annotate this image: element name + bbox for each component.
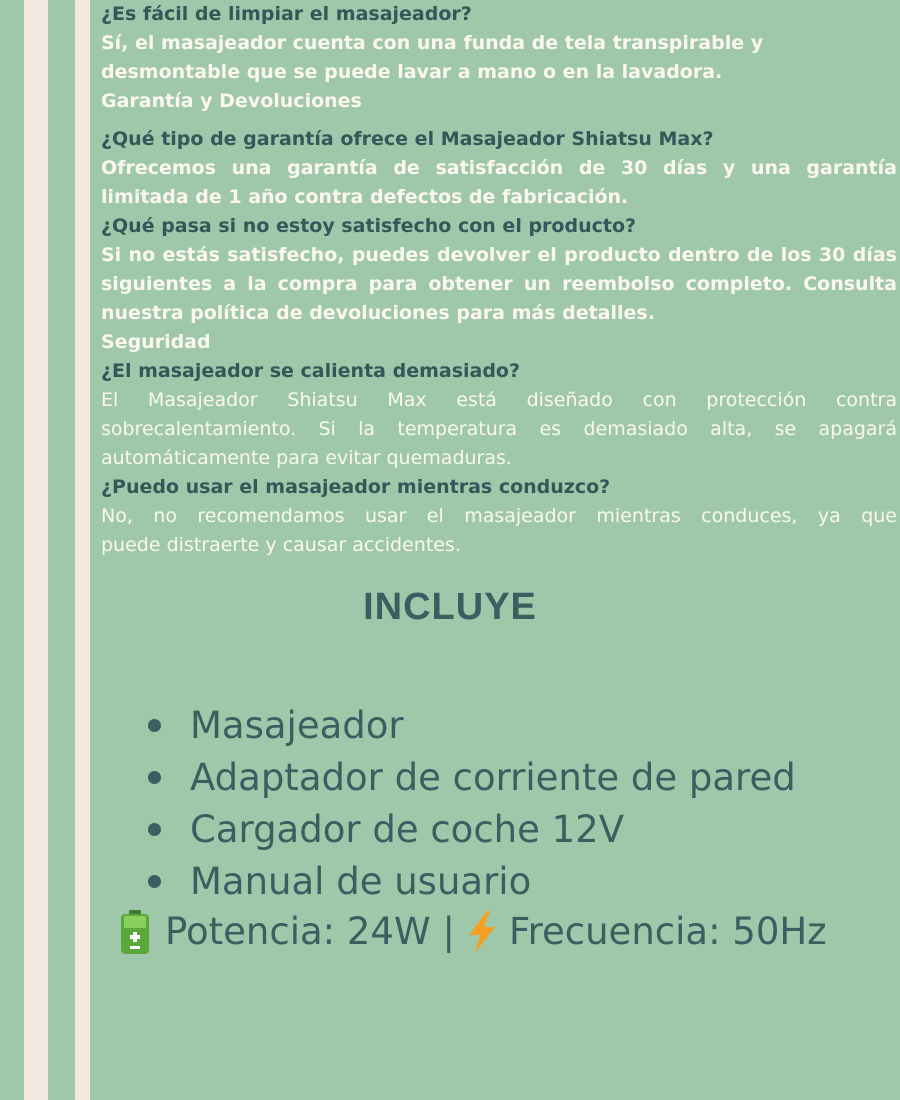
list-item: [145, 804, 796, 856]
faq-answer-line: siguientes a la compra para obtener un reembolso completo. Consulta: [101, 273, 897, 295]
faq-question: ¿Es fácil de limpiar el masajeador?: [101, 3, 472, 25]
faq-question: ¿Qué pasa si no estoy satisfecho con el producto?: [101, 215, 637, 237]
list-item: [145, 700, 796, 752]
list-item-label: Adaptador de corriente de pared: [190, 756, 796, 799]
faq-answer-line: desmontable que se puede lavar a mano o en la lavadora.: [101, 61, 723, 83]
bullet-icon: [148, 771, 161, 784]
faq-question: ¿Qué tipo de garantía ofrece el Masajeador Shiatsu Max?: [101, 128, 714, 150]
bullet-icon: [148, 875, 161, 888]
faq-question: ¿El masajeador se calienta demasiado?: [101, 360, 521, 382]
faq-answer-line: puede distraerte y causar accidentes.: [101, 534, 461, 556]
frequency-spec: Frecuencia: 50Hz: [509, 910, 827, 953]
power-spec: Potencia: 24W: [165, 910, 431, 953]
included-items-list: [145, 700, 796, 908]
list-item: [145, 856, 796, 908]
decorative-stripe-left: [24, 0, 48, 1100]
list-item-label: Cargador de coche 12V: [190, 808, 625, 851]
faq-answer-line: El Masajeador Shiatsu Max está diseñado con protección contra: [101, 389, 897, 411]
list-item-label: Masajeador: [190, 704, 404, 747]
faq-answer-line: Ofrecemos una garantía de satisfacción de 30 días y una garantía: [101, 157, 897, 179]
incluye-heading: INCLUYE: [363, 586, 537, 628]
faq-answer-line: Si no estás satisfecho, puedes devolver el producto dentro de los 30 días: [101, 244, 897, 266]
faq-answer-line: nuestra política de devoluciones para más detalles.: [101, 302, 655, 324]
decorative-stripe-right: [75, 0, 90, 1100]
faq-answer-line: Sí, el masajeador cuenta con una funda de tela transpirable y: [101, 32, 764, 54]
bullet-icon: [148, 823, 161, 836]
list-item-label: Manual de usuario: [190, 860, 532, 903]
spec-separator: |: [442, 910, 456, 953]
specs-line: [115, 906, 827, 958]
faq-answer-line: No, no recomendamos usar el masajeador mientras conduces, ya que: [101, 505, 897, 527]
faq-answer-line: limitada de 1 año contra defectos de fabricación.: [101, 186, 629, 208]
list-item: [145, 752, 796, 804]
faq-answer-line: automáticamente para evitar quemaduras.: [101, 447, 512, 469]
battery-icon: [115, 908, 155, 956]
bullet-icon: [148, 719, 161, 732]
faq-section: [101, 0, 897, 560]
faq-question: ¿Puedo usar el masajeador mientras conduzco?: [101, 476, 611, 498]
section-heading-garantia: Garantía y Devoluciones: [101, 90, 362, 112]
lightning-bolt-icon: [463, 908, 501, 956]
section-heading-seguridad: Seguridad: [101, 331, 211, 353]
faq-answer-line: sobrecalentamiento. Si la temperatura es demasiado alta, se apagará: [101, 418, 897, 440]
